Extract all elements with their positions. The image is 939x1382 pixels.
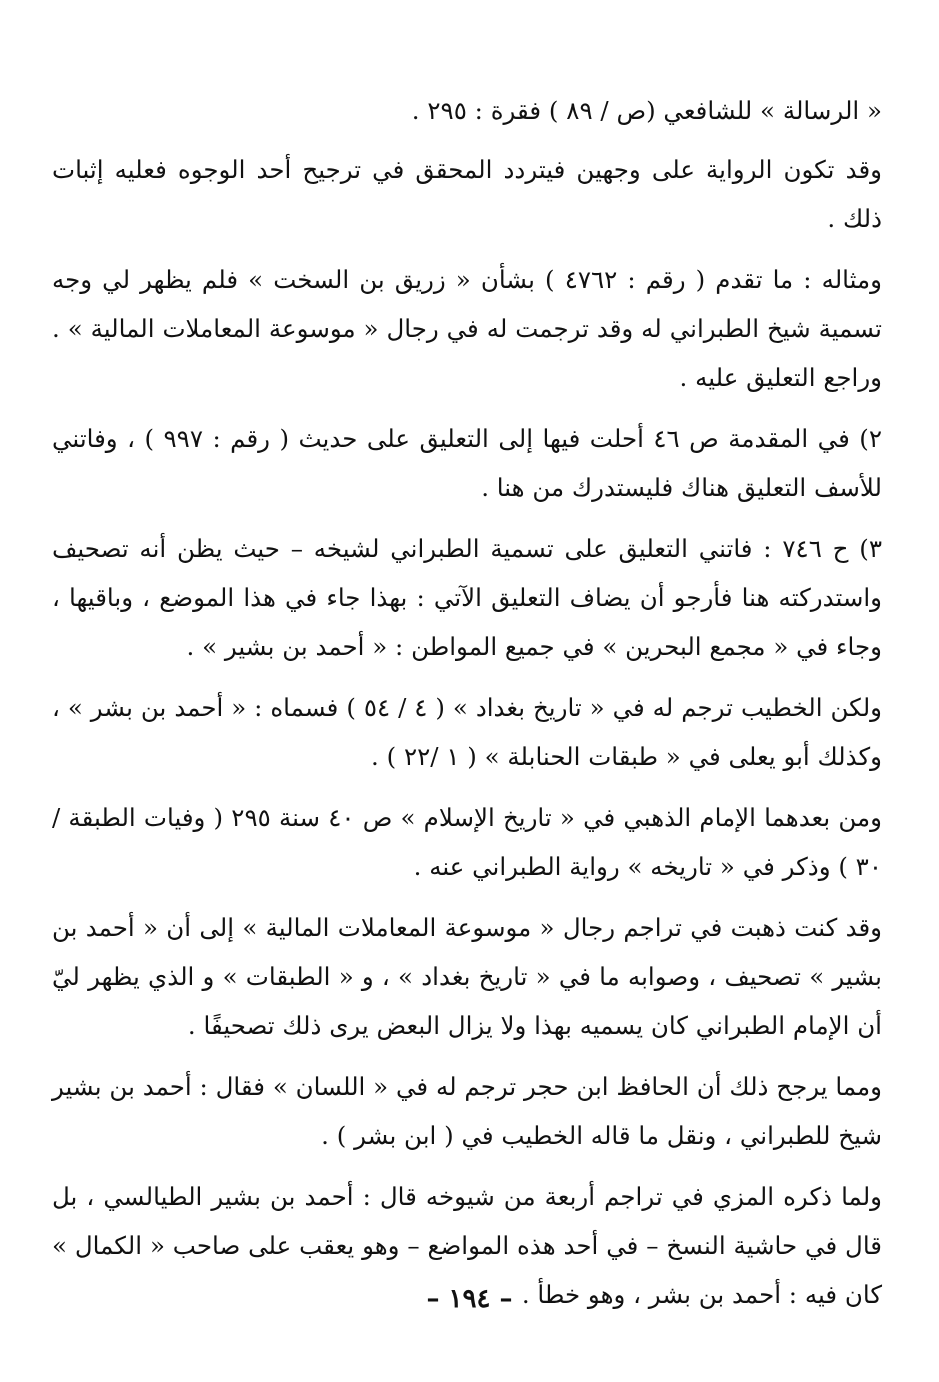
paragraph-3: ومثاله : ما تقدم ( رقم : ٤٧٦٢ ) بشأن « زريق بن السخت » فلم يظهر لي وجه تسمية شيخ الطبراني له وقد ترجمت له في رجال « موسوعة المعاملات المالية » . وراجع التعليق عليه . bbox=[52, 265, 882, 392]
page-number: – ١٩٤ – bbox=[426, 1284, 513, 1314]
paragraph-9: ومما يرجح ذلك أن الحافظ ابن حجر ترجم له في « اللسان » فقال : أحمد بن بشير شيخ للطبراني ، ونقل ما قاله الخطيب في ( ابن بشر ) . bbox=[52, 1072, 882, 1150]
paragraph-8: وقد كنت ذهبت في تراجم رجال « موسوعة المعاملات المالية » إلى أن « أحمد بن بشير » تصحيف ، وصوابه ما في « تاريخ بغداد » ، و « الطبقات » و الذي يظهر ليّ أن الإمام الطبراني كان يسميه بهذا ولا يزال البعض يرى ذلك تصحيفًا . bbox=[52, 913, 882, 1040]
footnote-2: ٢) في المقدمة ص ٤٦ أحلت فيها إلى التعليق على حديث ( رقم : ٩٩٧ ) ، وفاتني للأسف التعليق هناك فليستدرك من هنا . bbox=[52, 424, 882, 502]
footnote-3: ٣) ح ٧٤٦ : فاتني التعليق على تسمية الطبراني لشيخه – حيث يظن أنه تصحيف واستدركته هنا فأرجو أن يضاف التعليق الآتي : بهذا جاء في هذا الموضع ، وباقيها ، وجاء في « مجمع البحرين » في جميع المواطن : « أحمد بن بشير » . bbox=[52, 534, 882, 661]
page-body bbox=[52, 86, 882, 1331]
paragraph-1: « الرسالة » للشافعي (ص / ٨٩ ) فقرة : ٢٩٥ . bbox=[411, 96, 882, 125]
paragraph-6: ولكن الخطيب ترجم له في « تاريخ بغداد » ( ٤ / ٥٤ ) فسماه : « أحمد بن بشر » ، وكذلك أبو يعلى في « طبقات الحنابلة » ( ١ /٢٢ ) . bbox=[52, 693, 882, 771]
paragraph-7: ومن بعدهما الإمام الذهبي في « تاريخ الإسلام » ص ٤٠ سنة ٢٩٥ ( وفيات الطبقة / ٣٠ ) وذكر في « تاريخه » رواية الطبراني عنه . bbox=[52, 803, 882, 881]
paragraph-10: ولما ذكره المزي في تراجم أربعة من شيوخه قال : أحمد بن بشير الطيالسي ، بل قال في حاشية النسخ – في أحد هذه المواضع – وهو يعقب على صاحب « الكمال » كان فيه : أحمد بن بشر ، وهو خطأ . bbox=[52, 1182, 882, 1309]
paragraph-2: وقد تكون الرواية على وجهين فيتردد المحقق في ترجيح أحد الوجوه فعليه إثبات ذلك . bbox=[52, 155, 882, 233]
